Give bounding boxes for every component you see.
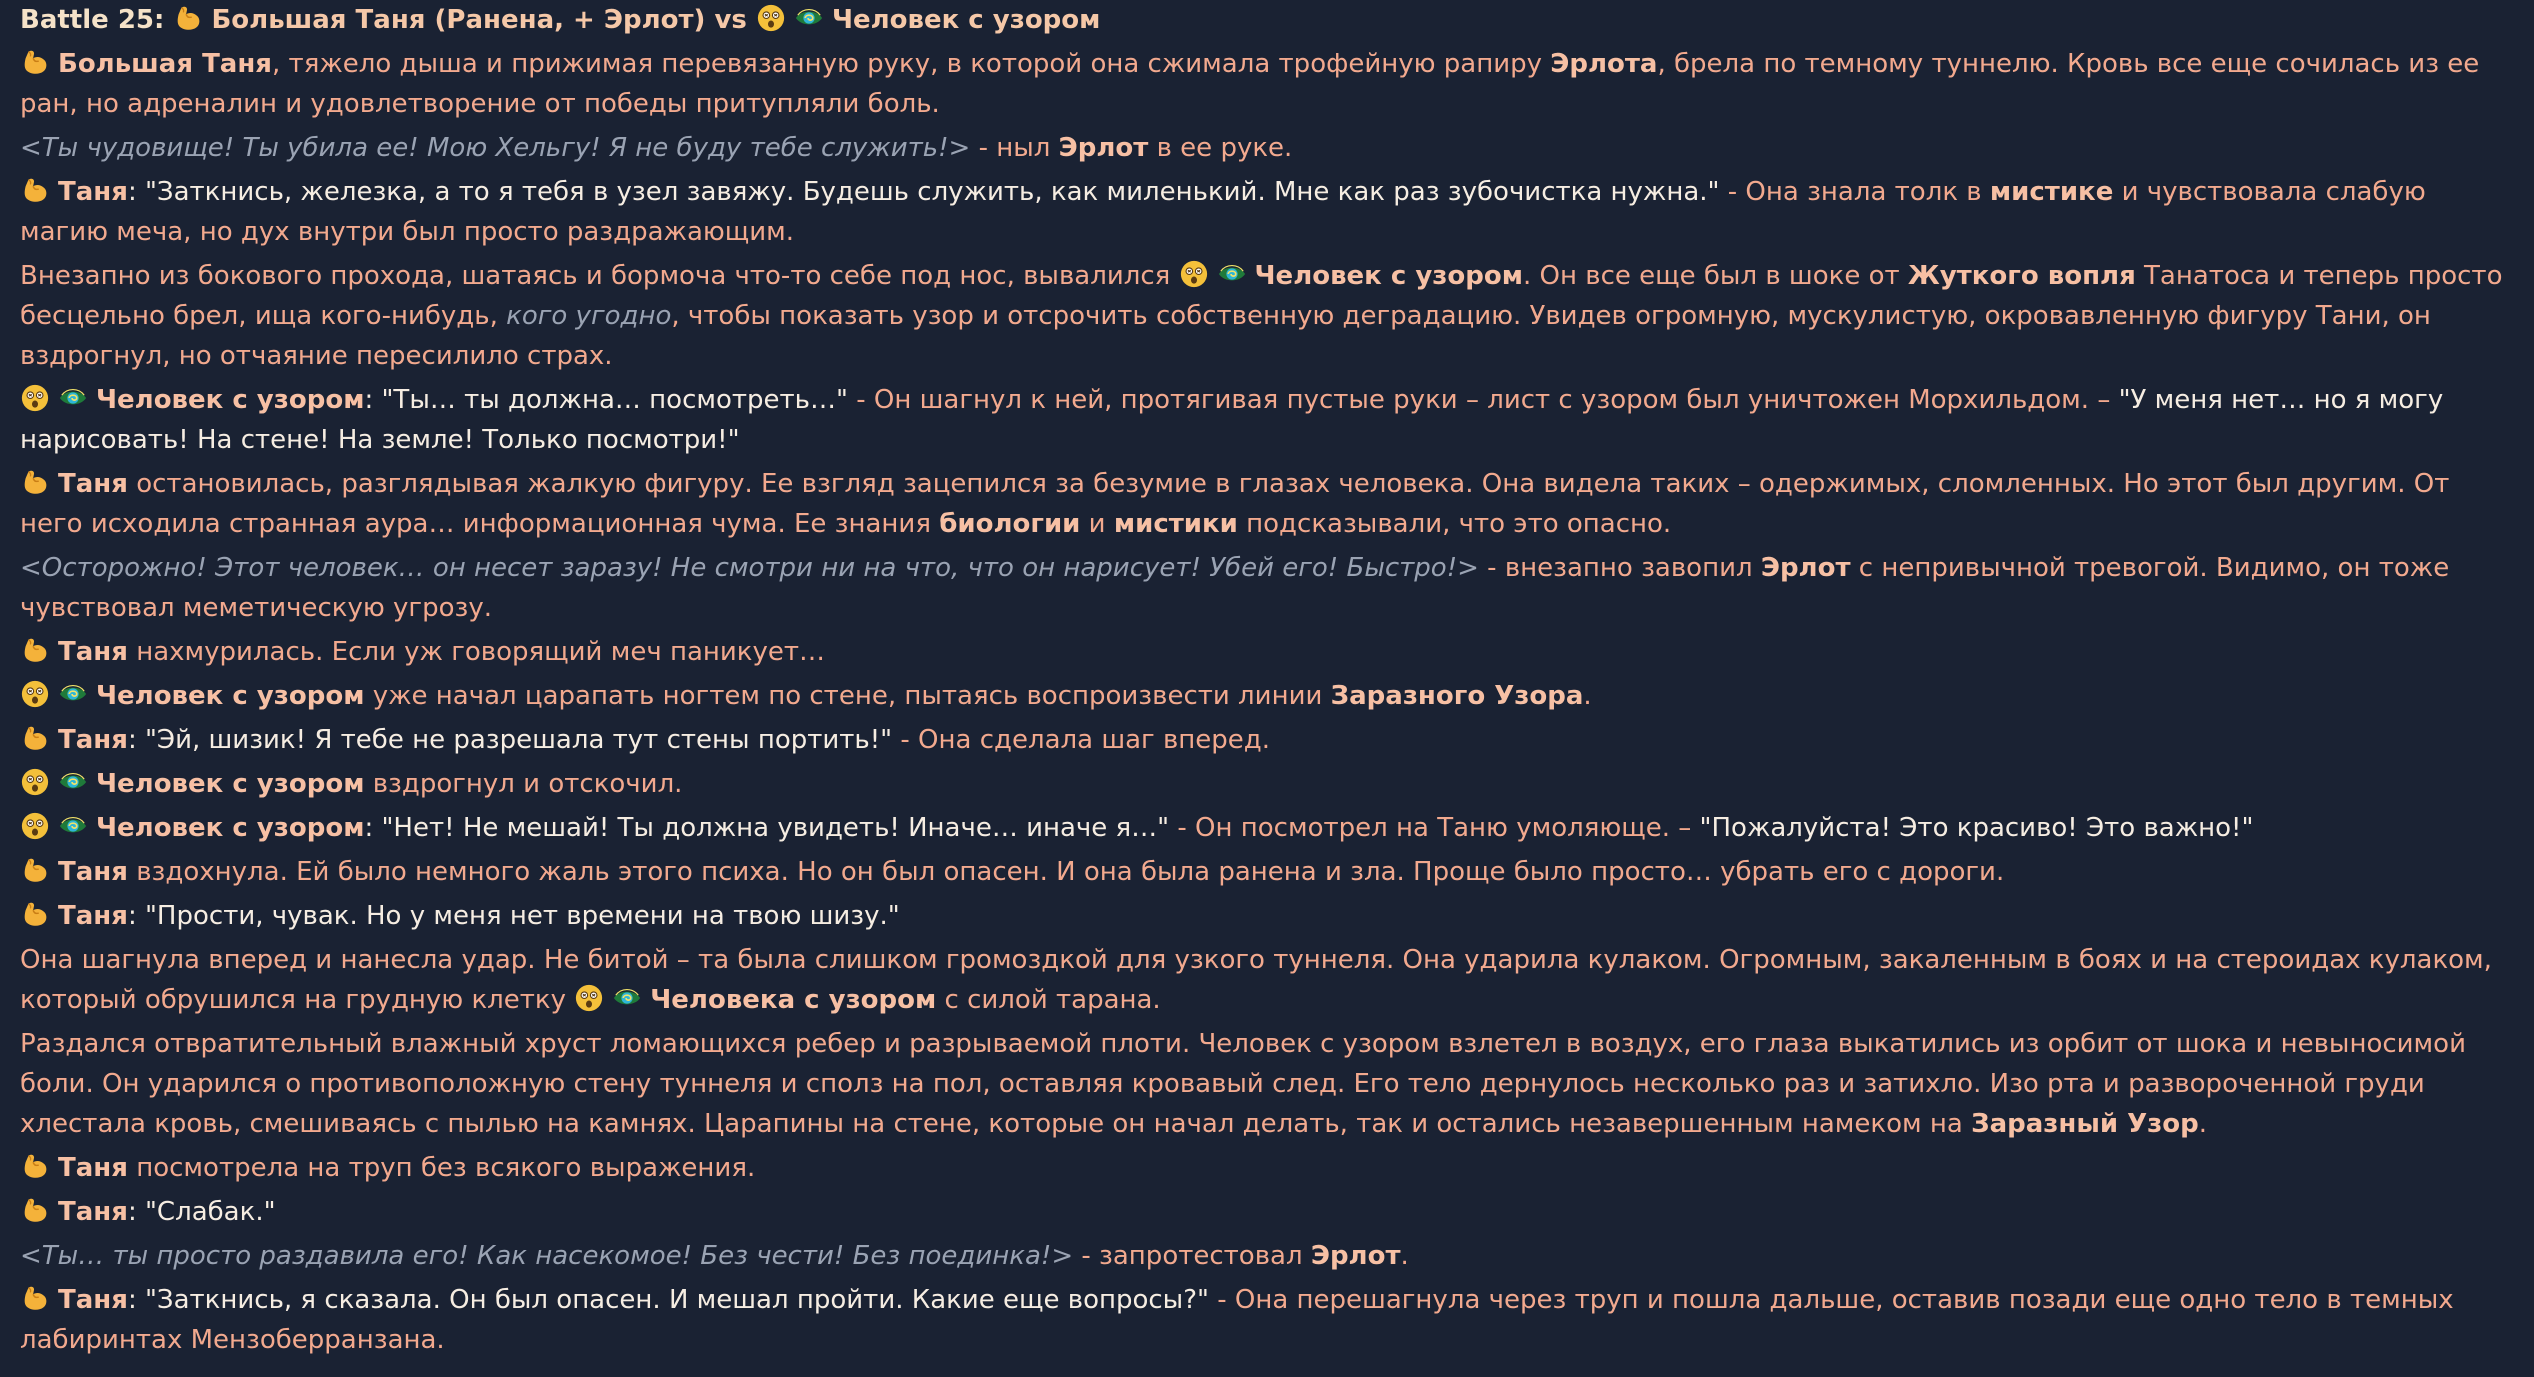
message [20, 808, 2515, 848]
speaker-name: Человек с узором [96, 813, 365, 843]
speaker-name: Таня [58, 1285, 128, 1315]
highlight-term: Эрлот [1058, 133, 1149, 163]
narration-text: - Она знала толк в [1719, 177, 1990, 207]
speaker-name: Человек с узором [96, 681, 365, 711]
narration-text: - Она перешагнула через труп и пошла дальше, оставив позади еще одно тело в темных лабиринтах Мензоберранзана. [20, 1285, 2454, 1355]
narration-text: вздохнула. Ей было немного жаль этого психа. Но он был опасен. И она была ранена и зла. Проще было просто… убрать его с дороги. [127, 857, 2005, 887]
speaker-name: Человек с узором [96, 385, 365, 415]
narration-text: , брела по темному туннелю. Кровь все еще сочилась из ее ран, но адреналин и удовлетворение от победы притупляли боль. [20, 49, 2480, 119]
flexed-biceps-icon [20, 1151, 50, 1181]
eye-swirl-icon [58, 679, 88, 709]
message [20, 764, 2515, 804]
narration-text: и [1080, 509, 1114, 539]
message [20, 852, 2515, 892]
battle-title [20, 0, 2515, 40]
dialogue-quote: : "Заткнись, я сказала. Он был опасен. И мешал пройти. Какие еще вопросы?" [127, 1285, 1209, 1315]
eye-swirl-icon [612, 983, 642, 1013]
flexed-biceps-icon [20, 855, 50, 885]
message [20, 44, 2515, 124]
narration-text: . [2198, 1109, 2208, 1139]
message [20, 548, 2515, 628]
highlight-term: Эрлота [1550, 49, 1658, 79]
dizzy-face-icon [20, 679, 50, 709]
dialogue-quote: "У меня нет… но я могу нарисовать! На стене! На земле! Только посмотри!" [20, 385, 2444, 455]
speaker-name: Человек с узором [1254, 261, 1523, 291]
tanya-full-name: Большая Таня (Ранена, + Эрлот) vs [211, 5, 747, 35]
flexed-biceps-icon [20, 899, 50, 929]
eye-swirl-icon [58, 767, 88, 797]
speaker-name: Таня [58, 901, 128, 931]
eye-swirl-icon [58, 811, 88, 841]
dialogue-quote: : "Нет! Не мешай! Ты должна увидеть! Иначе… иначе я…" [364, 813, 1170, 843]
speaker-name: Человека с узором [650, 985, 937, 1015]
flexed-biceps-icon [20, 1283, 50, 1313]
narration-text: остановилась, разглядывая жалкую фигуру. Ее взгляд зацепился за безумие в глазах человека. Она видела таких – одержимых, сломленных. Но этот был другим. От него исходила странная аура… информационная чума. Ее знания [20, 469, 2450, 539]
sword-whisper: <Ты… ты просто раздавила его! Как насекомое! Без чести! Без поединка!> [20, 1241, 1074, 1271]
dizzy-face-icon [20, 383, 50, 413]
dizzy-face-icon [20, 767, 50, 797]
highlight-term: биологии [939, 509, 1081, 539]
message [20, 896, 2515, 936]
message [20, 256, 2515, 376]
message [20, 464, 2515, 544]
flexed-biceps-icon [20, 175, 50, 205]
narration-text: подсказывали, что это опасно. [1237, 509, 1672, 539]
narration-text: уже начал царапать ногтем по стене, пытаясь воспроизвести линии [364, 681, 1331, 711]
narration-text: . [1583, 681, 1592, 711]
narration-text: в ее руке. [1148, 133, 1293, 163]
narration-text: Танатоса и теперь просто бесцельно брел, ища кого-нибудь, [20, 261, 2503, 331]
flexed-biceps-icon [20, 47, 50, 77]
narration-text: с непривычной тревогой. Видимо, он тоже чувствовал меметическую угрозу. [20, 553, 2450, 623]
message [20, 128, 2515, 168]
battle-number: Battle 25: [20, 5, 165, 35]
speaker-name: Таня [58, 177, 128, 207]
highlight-term: Жуткого вопля [1907, 261, 2136, 291]
dizzy-face-icon [756, 3, 786, 33]
message [20, 1236, 2515, 1276]
message [20, 1024, 2515, 1144]
narration-text: - запротестовал [1073, 1241, 1311, 1271]
narration-text: - Она сделала шаг вперед. [892, 725, 1271, 755]
narration-text: посмотрела на труп без всякого выражения. [127, 1153, 756, 1183]
dialogue-quote: : "Слабак." [127, 1197, 276, 1227]
message [20, 632, 2515, 672]
highlight-term: мистике [1989, 177, 2114, 207]
narration-text: Раздался отвратительный влажный хруст ломающихся ребер и разрываемой плоти. Человек с узором взлетел в воздух, его глаза выкатились из орбит от шока и невыносимой боли. Он ударился о противоположную стену туннеля и сполз на пол, оставляя кровавый след. Его тело дернулось несколько раз и затихло. Изо рта и развороченной груди хлестала кровь, смешиваясь с пылью на камнях. Царапины на стене, которые он начал делать, так и остались незавершенным намеком на [20, 1029, 2466, 1139]
message [20, 1280, 2515, 1360]
speaker-name: Таня [58, 637, 128, 667]
flexed-biceps-icon [20, 723, 50, 753]
message [20, 1148, 2515, 1188]
dizzy-face-icon [1179, 259, 1209, 289]
narration-text: вздрогнул и отскочил. [364, 769, 683, 799]
speaker-name: Человек с узором [96, 769, 365, 799]
dialogue-quote: : "Эй, шизик! Я тебе не разрешала тут стены портить!" [127, 725, 893, 755]
flexed-biceps-icon [20, 635, 50, 665]
message [20, 720, 2515, 760]
dizzy-face-icon [20, 811, 50, 841]
dialogue-quote: : "Прости, чувак. Но у меня нет времени на твою шизу." [127, 901, 900, 931]
flexed-biceps-icon [173, 3, 203, 33]
speaker-name: Таня [58, 857, 128, 887]
pattern-man-name: Человек с узором [831, 5, 1101, 35]
eye-swirl-icon [1217, 259, 1247, 289]
dizzy-face-icon [574, 983, 604, 1013]
flexed-biceps-icon [20, 1195, 50, 1225]
narration-text: Она шагнула вперед и нанесла удар. Не битой – та была слишком громоздкой для узкого туннеля. Она ударила кулаком. Огромным, закаленным в боях и на стероидах кулаком, который обрушился на грудную клетку [20, 945, 2492, 1015]
sword-whisper: <Осторожно! Этот человек… он несет заразу! Не смотри ни на что, что он нарисует! Убей его! Быстро!> [20, 553, 1479, 583]
narration-text: - Он шагнул к ней, протягивая пустые руки – лист с узором был уничтожен Морхильдом. – [847, 385, 2119, 415]
highlight-term: Заразного Узора [1330, 681, 1584, 711]
narration-text: Внезапно из бокового прохода, шатаясь и бормоча что-то себе под нос, вывалился [20, 261, 1179, 291]
speaker-name: Таня [58, 1153, 128, 1183]
highlight-term: Заразный Узор [1971, 1109, 2199, 1139]
message [20, 1192, 2515, 1232]
eye-swirl-icon [58, 383, 88, 413]
narration-text: - внезапно завопил [1478, 553, 1761, 583]
narration-text: и чувствовала слабую магию меча, но дух внутри был просто раздражающим. [20, 177, 2426, 247]
sword-whisper: <Ты чудовище! Ты убила ее! Мою Хельгу! Я не буду тебе служить!> [20, 133, 971, 163]
narration-text: - ныл [970, 133, 1059, 163]
speaker-name: Таня [58, 1197, 128, 1227]
narration-text: с силой тарана. [936, 985, 1161, 1015]
narration-text: . Он все еще был в шоке от [1523, 261, 1908, 291]
message [20, 676, 2515, 716]
dialogue-quote: "Пожалуйста! Это красиво! Это важно!" [1699, 813, 2254, 843]
highlight-term: Эрлот [1760, 553, 1851, 583]
eye-swirl-icon [794, 3, 824, 33]
highlight-term: мистики [1113, 509, 1238, 539]
message [20, 380, 2515, 460]
speaker-name: Таня [58, 725, 128, 755]
narration-text: , чтобы показать узор и отсрочить собственную деградацию. Увидев огромную, мускулистую, окровавленную фигуру Тани, он вздрогнул, но отчаяние пересилило страх. [20, 301, 2431, 371]
message [20, 940, 2515, 1020]
message [20, 172, 2515, 252]
dialogue-quote: : "Ты… ты должна… посмотреть…" [364, 385, 848, 415]
narration-text: - Он посмотрел на Таню умоляюще. – [1169, 813, 1700, 843]
dialogue-quote: : "Заткнись, железка, а то я тебя в узел завяжу. Будешь служить, как миленький. Мне как раз зубочистка нужна." [127, 177, 1720, 207]
chat-log [20, 0, 2515, 1360]
italic-text: кого угодно [506, 301, 672, 331]
narration-text: нахмурилась. Если уж говорящий меч паникует… [127, 637, 826, 667]
speaker-name: Большая Таня [58, 49, 273, 79]
highlight-term: Эрлот [1310, 1241, 1401, 1271]
flexed-biceps-icon [20, 467, 50, 497]
narration-text: , тяжело дыша и прижимая перевязанную руку, в которой она сжимала трофейную рапиру [272, 49, 1551, 79]
speaker-name: Таня [58, 469, 128, 499]
narration-text: . [1400, 1241, 1409, 1271]
